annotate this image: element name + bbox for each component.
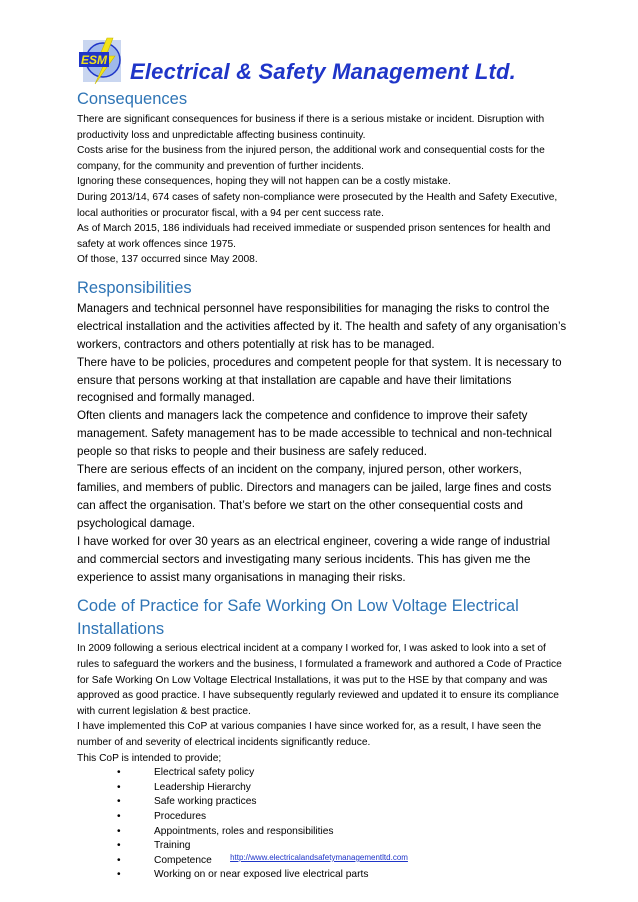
list-item-label: Appointments, roles and responsibilities [154,825,334,837]
paragraph: There are serious effects of an incident on the company, injured person, other workers, families, and members of public. Directors and managers can be jailed, large fines and costs can affect the organisation. That’s before we start on the other consequential costs and psychological damage. [77,463,552,530]
paragraph: Often clients and managers lack the competence and confidence to improve their safety management. Safety management has to be made accessible to technical and non-technical people so that risks to people and their business are safely reduced. [77,409,552,459]
letterhead [77,34,617,90]
bullet: • [117,840,121,852]
code-of-practice-heading: Code of Practice for Safe Working On Low Voltage Electrical Installations [77,597,519,639]
website-link[interactable]: http://www.electricalandsafetymanagementltd.com [230,853,408,862]
list-item [77,795,567,810]
list-item-label: Procedures [154,810,207,822]
paragraph: In 2009 following a serious electrical incident at a company I worked for, I was asked to look into a set of rules to safeguard the workers and the business, I formulated a framework and authored a Code of Practice for Safe Working On Low Voltage Electrical Installations, it was put to the HSE by that company and was approved as good practice. I have subsequently regularly reviewed and updated it to ensure its compliance with current legislation & best practice. [77,643,562,717]
list-item-label: Safe working practices [154,796,257,808]
page-footer [0,853,638,862]
paragraph: This CoP is intended to provide; [77,752,222,764]
paragraph: Ignoring these consequences, hoping they will not happen can be a costly mistake. [77,176,451,188]
list-item [77,825,567,840]
paragraph: Managers and technical personnel have responsibilities for managing the risks to control the electrical installation and the activities affected by it. The health and safety of any organisation’s workers, contractors and others potentially at risk has to be managed. [77,301,567,351]
responsibilities-section [77,277,567,587]
company-name: Electrical & Safety Management Ltd. [130,59,516,84]
paragraph: Of those, 137 occurred since May 2008. [77,254,258,266]
paragraph: As of March 2015, 186 individuals had received immediate or suspended prison sentences for health and safety at work offences since 1975. [77,223,551,250]
bullet: • [117,781,121,793]
bullet: • [117,825,121,837]
list-item [77,810,567,825]
paragraph: I have worked for over 30 years as an electrical engineer, covering a wide range of industrial and commercial sectors and investigating many serious incidents. This has given me the experience to assist many organisations in managing their risks. [77,534,551,584]
bullet: • [117,767,121,779]
paragraph: During 2013/14, 674 cases of safety non-compliance were prosecuted by the Health and Safety Executive, local authorities or procurator fiscal, with a 94 per cent success rate. [77,191,558,219]
bullet: • [117,810,121,822]
paragraph: Costs arise for the business from the injured person, the additional work and consequential costs for the company, for the community and prevention of further incidents. [77,145,545,172]
provisions-list [77,766,567,883]
responsibilities-heading: Responsibilities [77,278,192,297]
main-content [77,88,567,883]
list-item-label: Electrical safety policy [154,767,255,779]
list-item [77,868,567,883]
bullet: • [117,869,121,881]
bullet: • [117,796,121,808]
paragraph: There are significant consequences for business if there is a serious mistake or incident. Disruption with productivity loss and unpredictable affecting business continuity. [77,114,545,141]
list-item-label: Training [154,840,191,852]
list-item [77,781,567,796]
paragraph: I have implemented this CoP at various companies I have since worked for, as a result, I have seen the number of and severity of electrical incidents significantly reduce. [77,721,542,748]
logo-text: ESM [80,53,108,67]
consequences-section [77,88,567,268]
list-item-label: Leadership Hierarchy [154,781,251,793]
consequences-heading: Consequences [77,90,188,108]
list-item-label: Competence [154,854,212,866]
bullet: • [117,854,121,866]
company-logo [77,36,125,86]
list-item [77,839,567,854]
list-item-label: Working on or near exposed live electrical parts [154,869,369,881]
list-item [77,766,567,781]
code-of-practice-section [77,595,567,883]
paragraph: There have to be policies, procedures and competent people for that system. It is necessary to ensure that persons working at that installation are capable and have their limitations recognised and formally managed. [77,355,562,405]
